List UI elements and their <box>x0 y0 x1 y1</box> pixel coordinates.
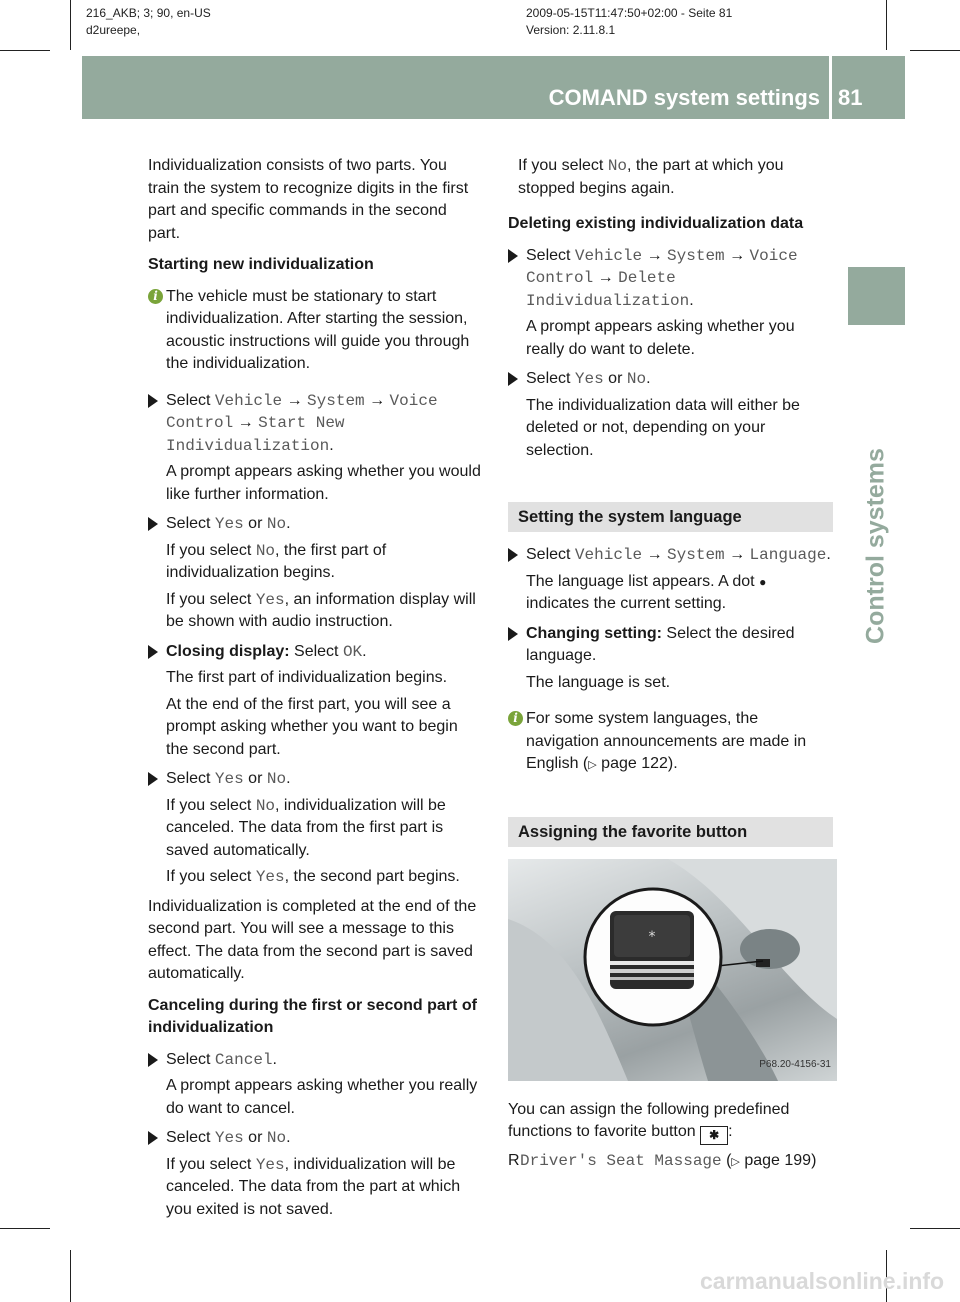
step-result: The language list appears. A dot ● indicates the current setting. <box>526 572 767 612</box>
step-result: A prompt appears asking whether you really do want to delete. <box>526 318 795 358</box>
step-result: A prompt appears asking whether you would like further information. <box>166 463 481 503</box>
info-text: For some system languages, the navigation announcements are made in English (▷ page 122). <box>526 710 807 772</box>
svg-text:*: * <box>648 928 656 945</box>
continued-paragraph: If you select No, the part at which you stopped begins again. <box>518 157 784 197</box>
menu-path: Voice Control <box>166 391 438 432</box>
crop-mark <box>910 1228 960 1229</box>
info-note <box>508 708 833 777</box>
subheading: Deleting existing individualization data <box>508 215 804 232</box>
page-ref-icon: ▷ <box>588 759 597 771</box>
step-result: If you select Yes, an information display will be shown with audio instruction. <box>166 590 476 630</box>
instruction-step: Select Vehicle → System → Voice Control → Delete Individualization. A prompt appears asking whether you really do want to delete. <box>508 245 833 362</box>
instruction-step: Select Cancel. A prompt appears asking whether you really do want to cancel. <box>148 1049 482 1121</box>
info-text: The vehicle must be stationary to start individualization. After starting the session, acoustic instructions will guide you through the individualization. <box>166 287 470 372</box>
step-result: If you select No, individualization will be canceled. The data from the first part is saved automatically. <box>166 796 446 859</box>
instruction-step: Select Yes or No. If you select Yes, individualization will be canceled. The data from the part at which you exited is not saved. <box>148 1127 482 1221</box>
meta-line: 2009-05-15T11:47:50+02:00 - Seite 81 <box>526 6 733 20</box>
meta-line: Version: 2.11.8.1 <box>526 23 616 37</box>
list-item: R Driver's Seat Massage (▷ page 199) <box>508 1150 833 1174</box>
photo-code: P68.20-4156-31 <box>759 1059 831 1070</box>
step-arrow-icon <box>148 1053 158 1067</box>
print-meta-right <box>526 5 732 39</box>
favorite-key-icon: ✱ <box>700 1126 728 1145</box>
crop-mark <box>70 0 71 50</box>
step-result: At the end of the first part, you will see a prompt asking whether you want to begin the second part. <box>166 695 458 758</box>
body-paragraph: You can assign the following predefined functions to favorite button ✱ : <box>508 1099 833 1146</box>
header-divider <box>829 56 832 119</box>
step-arrow-icon <box>148 645 158 659</box>
step-arrow-icon <box>148 772 158 786</box>
section-heading: Setting the system language <box>508 502 833 532</box>
menu-path: Vehicle <box>214 391 283 410</box>
crop-mark <box>0 1228 50 1229</box>
step-arrow-icon <box>508 627 518 641</box>
meta-line: 216_AKB; 3; 90, en-US <box>86 6 211 20</box>
step-result: The individualization data will either be deleted or not, depending on your selection. <box>526 396 800 459</box>
instruction-step: Select Vehicle → System → Voice Control → Start New Individualization. A prompt appears asking whether you would like further information. <box>148 390 482 507</box>
instruction-step: Closing display: Select OK. The first part of individualization begins. At the end of the first part, you will see a prompt asking whether you want to begin the second part. <box>148 641 482 762</box>
instruction-step: Select Yes or No. The individualization data will either be deleted or not, depending on your selection. <box>508 368 833 462</box>
intro-paragraph: Individualization consists of two parts. You train the system to recognize digits in the first part and specific commands in the second part. <box>148 157 469 242</box>
instruction-step: Changing setting: Select the desired language. The language is set. <box>508 623 833 695</box>
page-number: 81 <box>838 85 863 110</box>
page-title: COMAND system settings <box>548 85 820 110</box>
info-icon: i <box>508 711 523 726</box>
step-result: A prompt appears asking whether you really do want to cancel. <box>166 1077 478 1117</box>
info-icon: i <box>148 289 163 304</box>
step-arrow-icon <box>508 249 518 263</box>
instruction-step: Select Vehicle → System → Language. The language list appears. A dot ● indicates the current setting. <box>508 544 833 616</box>
chapter-tab-label: Control systems <box>861 448 890 644</box>
body-paragraph: Individualization is completed at the end of the second part. You will see a message to this effect. The data from the second part is saved automatically. <box>148 897 477 982</box>
instruction-step: Select Yes or No. If you select No, the first part of individualization begins. If you select Yes, an information display will be shown with audio instruction. <box>148 513 482 634</box>
step-arrow-icon <box>148 394 158 408</box>
menu-path: Start New Individualization <box>166 414 345 455</box>
subheading: Starting new individualization <box>148 256 374 273</box>
crop-mark <box>910 50 960 51</box>
step-result: The language is set. <box>526 673 671 691</box>
chapter-tab-marker <box>848 267 905 325</box>
instruction-step: Select Yes or No. If you select No, individualization will be canceled. The data from the first part is saved automatically. If you select Yes, the second part begins. <box>148 768 482 889</box>
crop-mark <box>886 0 887 50</box>
crop-mark <box>70 1250 71 1302</box>
print-meta-left <box>86 5 211 39</box>
bullet-icon: R <box>508 1152 520 1169</box>
dot-icon: ● <box>759 574 767 589</box>
step-arrow-icon <box>148 1131 158 1145</box>
subheading: Canceling during the first or second part of individualization <box>148 996 477 1036</box>
section-heading: Assigning the favorite button <box>508 817 833 847</box>
watermark: carmanualsonline.info <box>700 1268 945 1294</box>
step-result: If you select Yes, individualization will be canceled. The data from the part at which you exited is not saved. <box>166 1155 461 1218</box>
step-result: If you select No, the first part of individualization begins. <box>166 541 387 581</box>
step-arrow-icon <box>508 372 518 386</box>
right-column <box>508 155 833 1174</box>
menu-path: System <box>307 391 365 410</box>
step-arrow-icon <box>508 548 518 562</box>
info-note <box>148 286 482 376</box>
meta-line: d2ureepe, <box>86 23 141 37</box>
step-result: The first part of individualization begins. <box>166 669 448 686</box>
menu-path: Cancel <box>214 1050 273 1069</box>
step-result: If you select Yes, the second part begins. <box>166 868 460 886</box>
favorite-button-photo <box>508 859 837 1081</box>
left-column <box>148 155 482 1228</box>
photo-illustration <box>508 859 837 1081</box>
step-arrow-icon <box>148 517 158 531</box>
crop-mark <box>0 50 50 51</box>
page-ref-icon: ▷ <box>731 1156 740 1168</box>
